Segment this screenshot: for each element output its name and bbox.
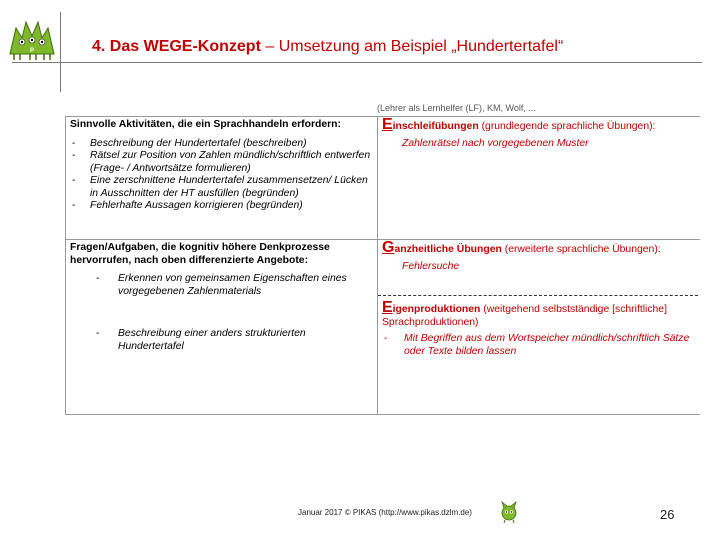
page-title — [92, 38, 563, 56]
ganzheitlich-rest: (erweiterte sprachliche Übungen): — [501, 244, 661, 255]
ganzheitlich-heading — [382, 239, 700, 257]
svg-text:P: P — [29, 48, 35, 54]
row1-left-list — [70, 138, 373, 213]
einschleif-heading — [382, 116, 700, 134]
list-item: - Mit Begriffen aus dem Wortspeicher mündlich/schriftlich Sätze oder Texte bilden lassen — [382, 333, 700, 358]
eigenproduktion-letter: E — [382, 299, 393, 316]
eigenproduktion-heading — [382, 299, 700, 329]
title-rest: Umsetzung am Beispiel „Hundertertafel“ — [278, 38, 564, 55]
table-row — [66, 117, 701, 240]
list-item: - Fehlerhafte Aussagen korrigieren (begründen) — [70, 200, 373, 213]
list-item: - Eine zerschnittene Hundertertafel zusammensetzen/ Lücken in Ausschnitten der HT ausfüllen (begründen) — [70, 175, 373, 200]
eigenproduktion-rest: (weitgehend selbstständige [schriftliche] Sprachproduktionen) — [382, 304, 667, 328]
row2-left-cell — [66, 240, 378, 415]
wege-table — [65, 116, 700, 415]
row2-right-cell — [378, 240, 701, 415]
row1-left-heading: Sinnvolle Aktivitäten, die ein Sprachhandeln erfordern: — [70, 119, 341, 130]
header-horizontal-rule — [12, 62, 702, 63]
concept-table — [65, 104, 700, 419]
eigenproduktion-bold: igenproduktionen — [392, 304, 481, 315]
section-divider — [378, 295, 700, 296]
ganzheitlich-letter: G — [382, 239, 395, 256]
table-row — [66, 240, 701, 415]
row1-left-cell — [66, 117, 378, 240]
header-vertical-rule — [60, 12, 61, 92]
title-dash: – — [260, 38, 279, 55]
einschleif-bold: inschleifübungen — [392, 121, 479, 132]
footer-copyright: Januar 2017 © PIKAS (http://www.pikas.dzlm.de) — [298, 508, 472, 517]
row1-right-cell — [378, 117, 701, 240]
page-number: 26 — [660, 507, 675, 522]
row2-left-list — [70, 273, 373, 353]
einschleif-sub: Zahlenrätsel nach vorgegebenen Muster — [402, 137, 589, 149]
einschleif-rest: (grundlegende sprachliche Übungen): — [478, 121, 656, 132]
einschleif-letter: E — [382, 116, 393, 133]
pikas-logo-icon — [6, 14, 58, 62]
ganzheitlich-sub: Fehlersuche — [402, 260, 460, 272]
ganzheitlich-bold: anzheitliche Übungen — [394, 244, 502, 255]
title-bold: 4. Das WEGE-Konzept — [92, 38, 261, 55]
list-item: - Beschreibung der Hundertertafel (beschreiben) — [70, 138, 373, 151]
list-item: - Rätsel zur Position von Zahlen mündlich/schriftlich entwerfen (Frage- / Antwortsätze formulieren) — [70, 150, 373, 175]
row2-left-heading: Fragen/Aufgaben, die kognitiv höhere Denkprozesse hervorrufen, nach oben differenzierte Angebote: — [70, 242, 330, 266]
pikas-mascot-icon — [498, 500, 520, 524]
cut-off-top-text: (Lehrer als Lernhelfer (LF), KM, Wolf, ... — [377, 104, 536, 113]
eigenproduktion-list — [382, 333, 700, 358]
list-item: - Beschreibung einer anders strukturierten Hundertertafel — [70, 328, 373, 353]
list-item: - Erkennen von gemeinsamen Eigenschaften eines vorgegebenen Zahlenmaterials — [70, 273, 373, 298]
